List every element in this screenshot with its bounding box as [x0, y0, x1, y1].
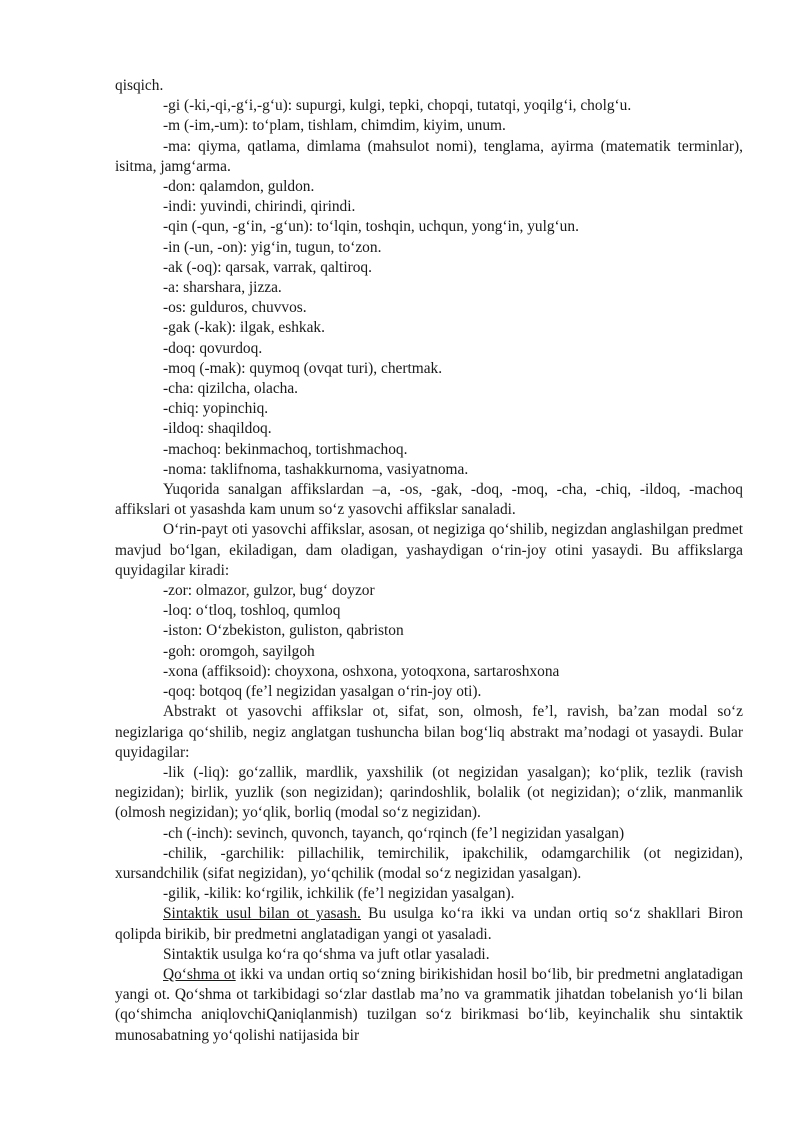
list-item: -noma: taklifnoma, tashakkurnoma, vasiyatnoma.: [163, 460, 469, 478]
list-item: -loq: o‘tloq, toshloq, qumloq: [163, 602, 341, 620]
paragraph: O‘rin-payt oti yasovchi affikslar, asosan, ot negiziga qo‘shilib, negizdan anglashilgan predmet mavjud bo‘lgan, ekiladigan, dam oladigan, yashaydigan o‘rin-joy otini yasaydi. Bu affikslarga quyidagilar kiradi:: [115, 521, 743, 579]
paragraph: Abstrakt ot yasovchi affikslar ot, sifat, son, olmosh, fe’l, ravish, ba’zan modal so‘z negizlariga qo‘shilib, negiz anglatgan tushuncha bilan bog‘liq abstrakt ma’nodagi ot yasaydi. Bular quyidagilar:: [115, 703, 743, 761]
list-item: -machoq: bekinmachoq, tortishmachoq.: [163, 440, 408, 458]
list-item: -doq: qovurdoq.: [163, 339, 263, 357]
list-item: -gi (-ki,-qi,-g‘i,-g‘u): supurgi, kulgi, tepki, chopqi, tutatqi, yoqilg‘i, cholg‘u.: [163, 97, 632, 115]
list-item: -ildoq: shaqildoq.: [163, 420, 272, 438]
list-item: Sintaktik usulga ko‘ra qo‘shma va juft otlar yasaladi.: [163, 945, 490, 963]
list-item: -ch (-inch): sevinch, quvonch, tayanch, qo‘rqinch (fe’l negizidan yasalgan): [163, 824, 625, 842]
paragraph: [115, 965, 743, 1046]
list-item: -zor: olmazor, gulzor, bug‘ doyzor: [163, 582, 375, 600]
list-item: -os: gulduros, chuvvos.: [163, 299, 307, 317]
list-item: -iston: O‘zbekiston, guliston, qabriston: [163, 622, 404, 640]
list-item: -indi: yuvindi, chirindi, qirindi.: [163, 198, 356, 216]
list-item: -ak (-oq): qarsak, varrak, qaltiroq.: [163, 258, 372, 276]
paragraph: -lik (-liq): go‘zallik, mardlik, yaxshilik (ot negizidan yasalgan); ko‘plik, tezlik (ravish negizidan); birlik, yuzlik (son negizidan); qarindoshlik, bolalik (ot negizidan); o‘zlik, manmanlik (olmosh negizidan); yo‘qlik, borliq (modal so‘z negizidan).: [115, 763, 743, 822]
list-item: -qoq: botqoq (fe’l negizidan yasalgan o‘rin-joy oti).: [163, 683, 482, 701]
paragraph: -chilik, -garchilik: pillachilik, temirchilik, ipakchilik, odamgarchilik (ot negizidan), xursandchilik (sifat negizidan), yo‘qchilik (modal so‘z negizidan yasalgan).: [115, 844, 743, 882]
list-item: -xona (affiksoid): choyxona, oshxona, yotoqxona, sartaroshxona: [163, 662, 560, 680]
list-item: -moq (-mak): quymoq (ovqat turi), chertmak.: [163, 359, 443, 377]
list-item: -m (-im,-um): to‘plam, tishlam, chimdim, kiyim, unum.: [163, 117, 506, 135]
list-item: -in (-un, -on): yig‘in, tugun, to‘zon.: [163, 238, 382, 256]
document-page: [115, 76, 743, 1046]
paragraph-text: ikki va undan ortiq so‘zning birikishidan hosil bo‘lib, bir predmetni anglatadigan yangi ot. Qo‘shma ot tarkibidagi so‘zlar dastlab ma’no va grammatik jihatdan tobelanish yo‘li bilan (qo‘shimcha aniqlovchiQaniqlanmish) tuzilgan so‘z birikmasi bo‘lib, keyinchalik shu sintaktik munosabatning yo‘qolishi natijasida bir: [115, 965, 743, 1044]
underlined-term: Qo‘shma ot: [163, 965, 236, 983]
paragraph: -ma: qiyma, qatlama, dimlama (mahsulot nomi), tenglama, ayirma (matematik terminlar), isitma, jamg‘arma.: [115, 137, 743, 175]
list-item: -gak (-kak): ilgak, eshkak.: [163, 319, 325, 337]
underlined-term: Sintaktik usul bilan ot yasash.: [163, 905, 361, 923]
list-item: -a: sharshara, jizza.: [163, 279, 282, 297]
list-item: -goh: oromgoh, sayilgoh: [163, 642, 315, 660]
paragraph-text: Bu usulga ko‘ra ikki va undan ortiq so‘z shakllari Biron qolipda birikib, bir predmetni anglatadigan yangi ot yasaladi.: [115, 905, 743, 943]
list-item: -cha: qizilcha, olacha.: [163, 380, 299, 398]
list-item: -don: qalamdon, guldon.: [163, 178, 315, 196]
paragraph: Yuqorida sanalgan affikslardan –a, -os, -gak, -doq, -moq, -cha, -chiq, -ildoq, -machoq affikslari ot yasashda kam unum so‘z yasovchi affikslar sanaladi.: [115, 481, 743, 519]
list-item: -chiq: yopinchiq.: [163, 400, 269, 418]
paragraph: qisqich.: [115, 77, 164, 94]
paragraph: [115, 904, 743, 944]
list-item: -gilik, -kilik: ko‘rgilik, ichkilik (fe’l negizidan yasalgan).: [163, 885, 515, 903]
list-item: -qin (-qun, -g‘in, -g‘un): to‘lqin, toshqin, uchqun, yong‘in, yulg‘un.: [163, 218, 579, 236]
